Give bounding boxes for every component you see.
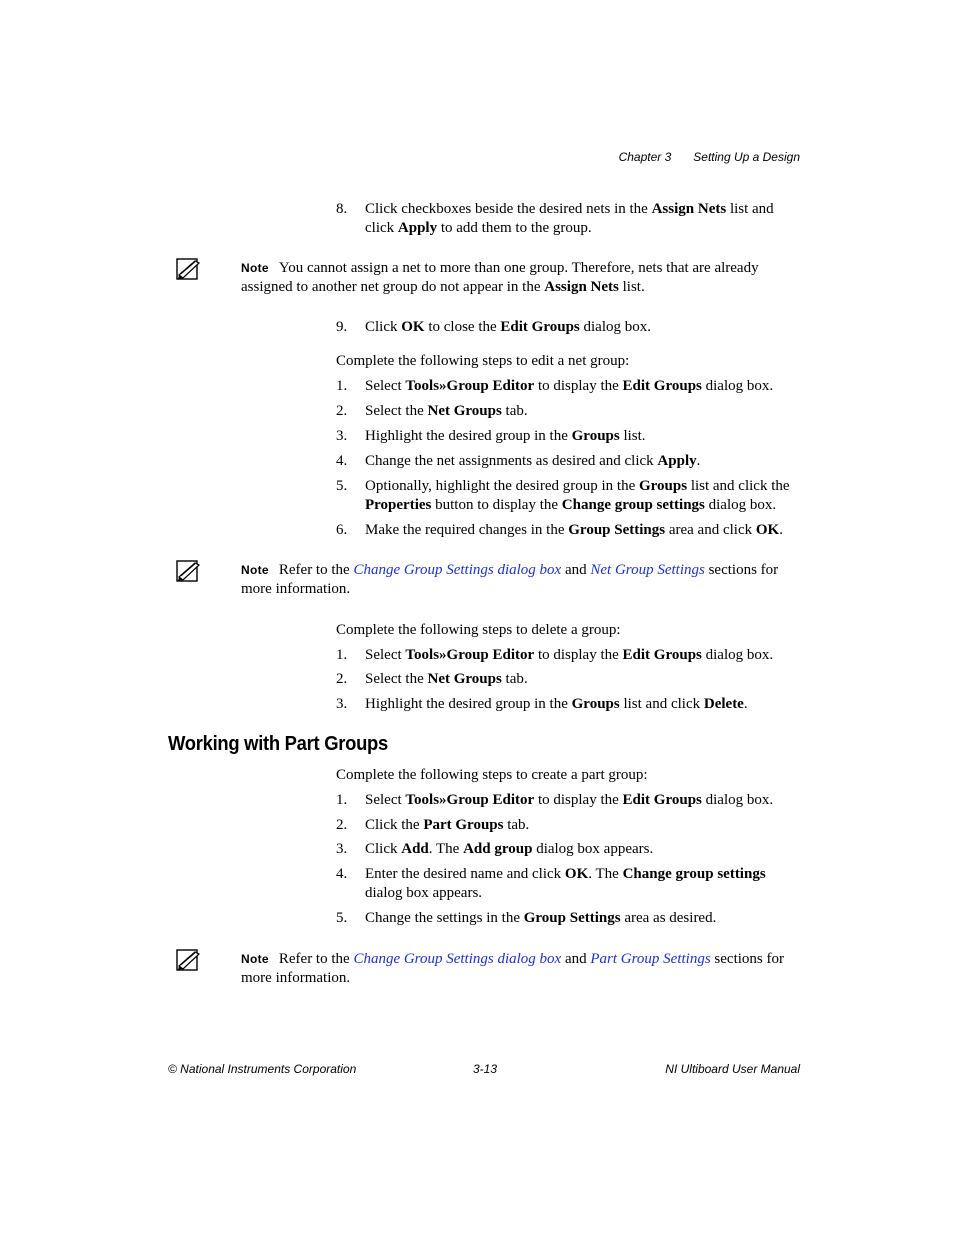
note-pencil-icon bbox=[174, 256, 202, 282]
header-chapter: Chapter 3 bbox=[618, 150, 672, 164]
edit-step-1: 1. Select Tools»Group Editor to display the Edit Groups dialog box. bbox=[336, 378, 774, 394]
step-8 bbox=[336, 200, 800, 238]
running-header bbox=[619, 150, 800, 164]
note-label: Note bbox=[241, 261, 269, 275]
note-label: Note bbox=[241, 952, 269, 966]
part-step-5: 5. Change the settings in the Group Settings area as desired. bbox=[336, 910, 717, 926]
step-text: Click OK to close the Edit Groups dialog box. bbox=[365, 319, 652, 335]
delete-step-3: 3. Highlight the desired group in the Groups list and click Delete. bbox=[336, 696, 748, 712]
link-change-group-settings[interactable]: Change Group Settings dialog box bbox=[353, 562, 562, 578]
note-2: Note Refer to the Change Group Settings dialog box and Net Group Settings sections for more information. bbox=[241, 562, 779, 597]
link-change-group-settings[interactable]: Change Group Settings dialog box bbox=[353, 951, 562, 967]
edit-step-4: 4. Change the net assignments as desired and click Apply. bbox=[336, 453, 701, 469]
part-intro: Complete the following steps to create a part group: bbox=[336, 767, 648, 783]
step-number: 9. bbox=[336, 319, 348, 335]
delete-intro: Complete the following steps to delete a group: bbox=[336, 622, 621, 638]
edit-step-2: 2. Select the Net Groups tab. bbox=[336, 403, 528, 419]
step-text: Click checkboxes beside the desired nets in the Assign Nets list and click Apply to add them to the group. bbox=[365, 201, 774, 236]
part-step-2: 2. Click the Part Groups tab. bbox=[336, 817, 530, 833]
edit-step-5: 5. Optionally, highlight the desired group in the Groups list and click the Properties button to display the Change group settings dialog box. bbox=[336, 478, 790, 513]
header-title: Setting Up a Design bbox=[693, 150, 800, 164]
part-step-1: 1. Select Tools»Group Editor to display the Edit Groups dialog box. bbox=[336, 792, 774, 808]
edit-step-6: 6. Make the required changes in the Group Settings area and click OK. bbox=[336, 522, 783, 538]
edit-step-3: 3. Highlight the desired group in the Groups list. bbox=[336, 428, 646, 444]
step-9 bbox=[336, 318, 800, 337]
note-1: Note You cannot assign a net to more than one group. Therefore, nets that are already assigned to another net group do not appear in the Assign Nets list. bbox=[241, 260, 759, 295]
note-3: Note Refer to the Change Group Settings dialog box and Part Group Settings sections for more information. bbox=[241, 951, 784, 986]
part-step-3: 3. Click Add. The Add group dialog box appears. bbox=[336, 841, 654, 857]
link-net-group-settings[interactable]: Net Group Settings bbox=[590, 562, 705, 578]
note-pencil-icon bbox=[174, 558, 202, 584]
note-label: Note bbox=[241, 563, 269, 577]
step-number: 8. bbox=[336, 201, 348, 217]
edit-intro: Complete the following steps to edit a net group: bbox=[336, 353, 630, 369]
part-step-4: 4. Enter the desired name and click OK. The Change group settings dialog box appears. bbox=[336, 866, 766, 901]
footer-copyright: © National Instruments Corporation bbox=[168, 1062, 357, 1076]
delete-step-2: 2. Select the Net Groups tab. bbox=[336, 671, 528, 687]
note-pencil-icon bbox=[174, 947, 202, 973]
footer-manual-title: NI Ultiboard User Manual bbox=[665, 1062, 800, 1076]
section-heading: Working with Part Groups bbox=[168, 733, 388, 755]
link-part-group-settings[interactable]: Part Group Settings bbox=[590, 951, 711, 967]
delete-step-1: 1. Select Tools»Group Editor to display the Edit Groups dialog box. bbox=[336, 647, 774, 663]
footer-page-number: 3-13 bbox=[473, 1062, 498, 1076]
